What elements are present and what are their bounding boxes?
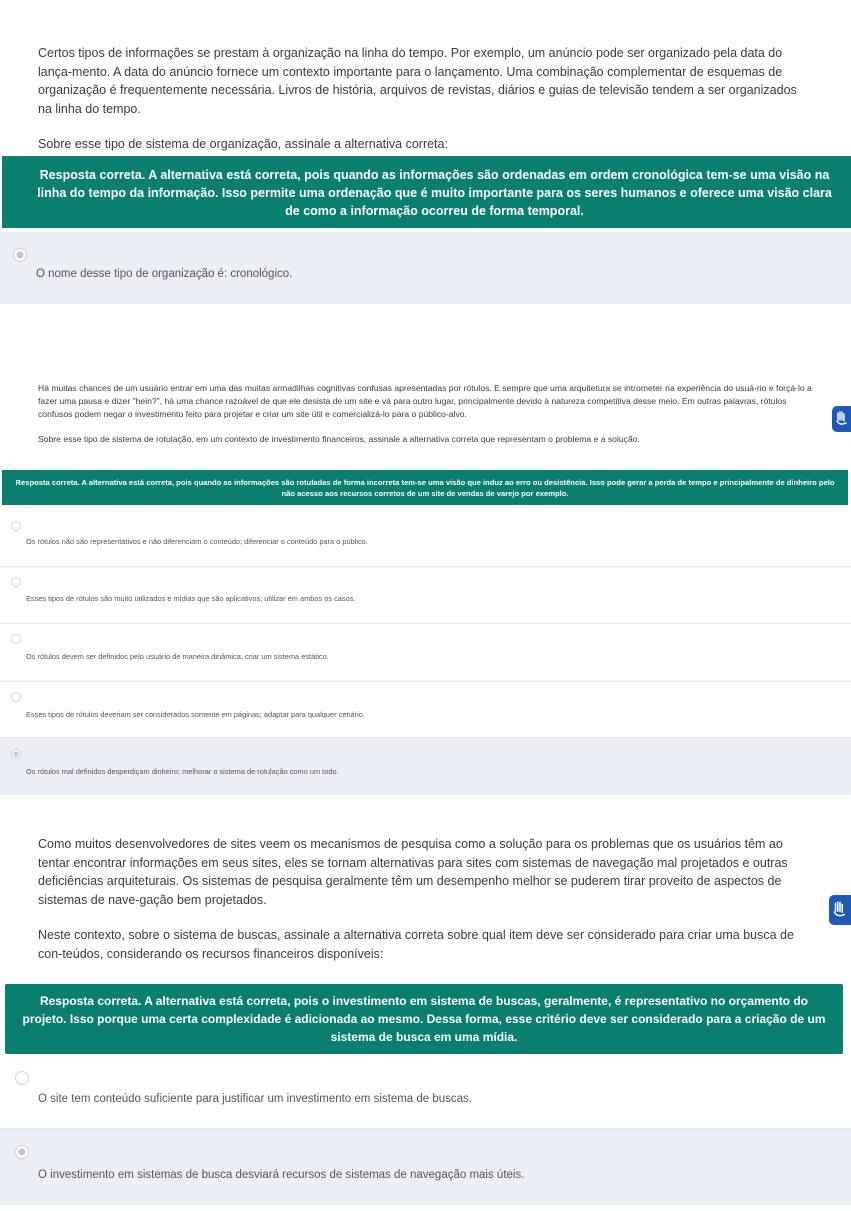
radio-button-icon[interactable] — [11, 692, 21, 702]
statement-text: Como muitos desenvolvedores de sites veem os mecanismos de pesquisa como a solução para os problemas que os usuários têm ao tentar encontrar informações em seus sites, eles se tornam alternativas para sites com sistemas de navegação mal projetados e outras deficiências arquiteturais. Os sistemas de pesquisa geralmente têm um desempenho melhor se puderem tirar proveito de aspectos de sistemas de nave-gação bem projetados. — [38, 837, 788, 907]
radio-button-icon[interactable] — [11, 577, 21, 587]
statement-text: Há muitas chances de um usuário entrar em uma das muitas armadilhas cognitivas confusas apresentadas por rótulos. E sempre que uma arquitetura se intrometer na experiência do usuá-rio e forçá-lo a fazer uma pausa e dizer "hein?", há uma chance razoável de que ele desista de um site e vá para outro lugar, principalmente devido à natureza competitiva desse meio. Em outras palavras, rótulos confusos podem negar o investimento feito para projetar e criar um site útil e comercializá-lo para o público-alvo. — [38, 383, 812, 419]
question-statement — [38, 835, 806, 963]
option-label: O nome desse tipo de organização é: cronológico. — [36, 268, 293, 280]
correct-answer-feedback: Resposta correta. A alternativa está correta, pois o investimento em sistema de buscas, geralmente, é representativo no orçamento do projeto. Isso porque uma certa complexidade é adicionada ao mesmo. Dessa forma, esse critério deve ser considerado para a criação de um sistema de busca em uma mídia. — [5, 984, 843, 1054]
answer-option[interactable] — [0, 682, 851, 738]
correct-answer-feedback: Resposta correta. A alternativa está correta, pois quando as informações são rotuladas de forma incorreta tem-se uma visão que induz ao erro ou desistência. Isso pode gerar a perda de tempo e principalmente de dinheiro pelo não acesso aos recursos corretos de um site de vendas de varejo por exemplo. — [2, 470, 848, 505]
option-label: Os rótulos mal definidos desperdiçam dinheiro; melhorar o sistema de rotulação como um todo. — [26, 767, 339, 776]
answer-option[interactable] — [0, 1129, 851, 1205]
libras-translator-button[interactable] — [829, 895, 851, 925]
option-label: O investimento em sistemas de busca desviará recursos de sistemas de navegação mais úteis. — [38, 1169, 525, 1181]
option-label: Esses tipos de rótulos deveriam ser considerados somente em páginas; adaptar para qualquer cenário. — [26, 710, 365, 719]
radio-button-icon[interactable] — [11, 634, 21, 644]
question-statement — [38, 44, 808, 154]
question-prompt: Neste contexto, sobre o sistema de buscas, assinale a alternativa correta sobre qual item deve ser considerado para criar uma busca de con-teúdos, considerando os recursos financeiros disponíveis: — [38, 928, 794, 961]
option-label: O site tem conteúdo suficiente para justificar um investimento em sistema de buscas. — [38, 1093, 473, 1105]
libras-hands-icon — [835, 410, 849, 428]
question-3 — [0, 825, 851, 1211]
statement-text: Certos tipos de informações se prestam à organização na linha do tempo. Por exemplo, um anúncio pode ser organizado pela data do lança-mento. A data do anúncio fornece um contexto importante para o lançamento. Uma combinação complementar de esquemas de organização é frequentemente necessária. Livros de história, arquivos de revistas, diários e guias de televisão tendem a ser organizados na linha do tempo. — [38, 46, 797, 116]
question-2 — [0, 370, 851, 800]
radio-button-icon[interactable] — [13, 248, 27, 262]
answer-option[interactable] — [0, 1057, 851, 1129]
option-label: Os rótulos não são representativos e não diferenciam o conteúdo; diferenciar o conteúdo para o público. — [26, 537, 368, 546]
question-prompt: Sobre esse tipo de sistema de organização, assinale a alternativa correta: — [38, 137, 448, 151]
answer-option[interactable] — [0, 738, 851, 795]
radio-button-icon[interactable] — [11, 749, 21, 759]
question-prompt: Sobre esse tipo de sistema de rotulação, em um contexto de investimento financeiros, assinale a alternativa correta que representam o problema e a solução. — [38, 434, 640, 444]
correct-answer-feedback: Resposta correta. A alternativa está correta, pois quando as informações são ordenadas em ordem cronológica tem-se uma visão na linha do tempo da informação. Isso permite uma ordenação que é muito importante para os seres humanos e oferece uma visão clara de como a informação ocorreu de forma temporal. — [2, 156, 851, 228]
radio-button-icon[interactable] — [11, 521, 21, 531]
answer-option[interactable] — [0, 512, 851, 567]
libras-hands-icon — [832, 900, 848, 920]
answer-option[interactable] — [0, 624, 851, 682]
option-label: Esses tipos de rótulos são muito utilizados e mídias que são aplicativos; utilizar em ambos os casos. — [26, 594, 356, 603]
option-label: Os rótulos devem ser definidos pelo usuário de maneira dinâmica; criar um sistema estático. — [26, 652, 329, 661]
libras-translator-button[interactable] — [832, 406, 851, 432]
radio-button-icon[interactable] — [15, 1071, 29, 1085]
answer-option[interactable] — [0, 232, 851, 304]
radio-button-icon[interactable] — [15, 1145, 29, 1159]
question-1 — [0, 0, 851, 310]
question-statement — [38, 382, 813, 446]
answer-option[interactable] — [0, 567, 851, 624]
